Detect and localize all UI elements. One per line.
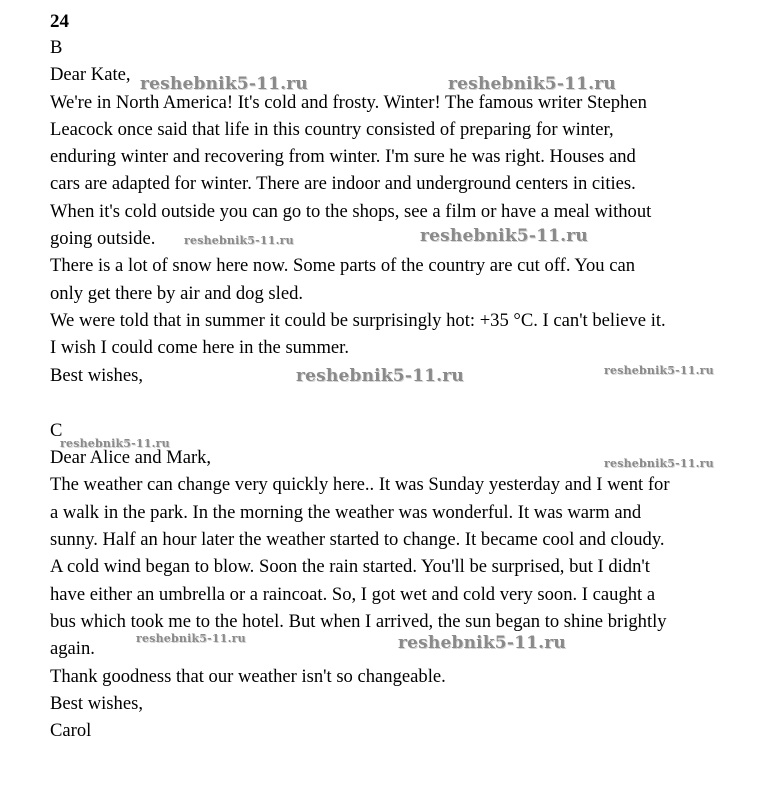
- body-line: There is a lot of snow here now. Some parts of the country are cut off. You can: [50, 255, 636, 277]
- letter-label: C: [50, 419, 63, 441]
- letter-closing: Best wishes,: [50, 364, 143, 386]
- watermark: reshebnik5-11.ru: [420, 226, 588, 246]
- watermark: reshebnik5-11.ru: [448, 74, 616, 94]
- letter-label: B: [50, 37, 63, 58]
- exercise-number: 24: [50, 11, 69, 32]
- body-line: cars are adapted for winter. There are indoor and underground centers in cities.: [50, 173, 636, 195]
- letter-greeting: Dear Kate,: [50, 64, 131, 86]
- body-line: The weather can change very quickly here.. It was Sunday yesterday and I went for: [50, 474, 670, 496]
- letter-greeting: Dear Alice and Mark,: [50, 447, 212, 469]
- watermark: reshebnik5-11.ru: [140, 74, 308, 94]
- body-line: sunny. Half an hour later the weather started to change. It became cool and cloudy.: [50, 529, 665, 551]
- watermark: reshebnik5-11.ru: [136, 632, 246, 645]
- body-line: enduring winter and recovering from winter. I'm sure he was right. Houses and: [50, 146, 636, 168]
- watermark: reshebnik5-11.ru: [604, 364, 714, 377]
- body-line: only get there by air and dog sled.: [50, 282, 304, 304]
- letter-signature: Carol: [50, 720, 92, 742]
- letter-closing: Best wishes,: [50, 692, 143, 714]
- body-line: bus which took me to the hotel. But when I arrived, the sun began to shine brightly: [50, 610, 667, 632]
- body-line: When it's cold outside you can go to the shops, see a film or have a meal without: [50, 200, 652, 222]
- body-line: I wish I could come here in the summer.: [50, 337, 349, 359]
- body-line: have either an umbrella or a raincoat. So, I got wet and cold very soon. I caught a: [50, 583, 656, 605]
- body-line: We're in North America! It's cold and frosty. Winter! The famous writer Stephen: [50, 91, 647, 113]
- section-gap: [50, 389, 770, 417]
- body-line: going outside.: [50, 228, 156, 250]
- body-line: Thank goodness that our weather isn't so changeable.: [50, 665, 446, 687]
- watermark: reshebnik5-11.ru: [60, 437, 170, 450]
- body-line: Leacock once said that life in this country consisted of preparing for winter,: [50, 118, 614, 140]
- body-line: We were told that in summer it could be surprisingly hot: +35 °C. I can't believe it.: [50, 309, 666, 331]
- watermark: reshebnik5-11.ru: [398, 633, 566, 653]
- body-line: A cold wind began to blow. Soon the rain started. You'll be surprised, but I didn't: [50, 556, 650, 578]
- watermark: reshebnik5-11.ru: [184, 234, 294, 247]
- body-line: again.: [50, 638, 95, 660]
- body-line: a walk in the park. In the morning the weather was wonderful. It was warm and: [50, 501, 642, 523]
- watermark: reshebnik5-11.ru: [296, 366, 464, 386]
- watermark: reshebnik5-11.ru: [604, 457, 714, 470]
